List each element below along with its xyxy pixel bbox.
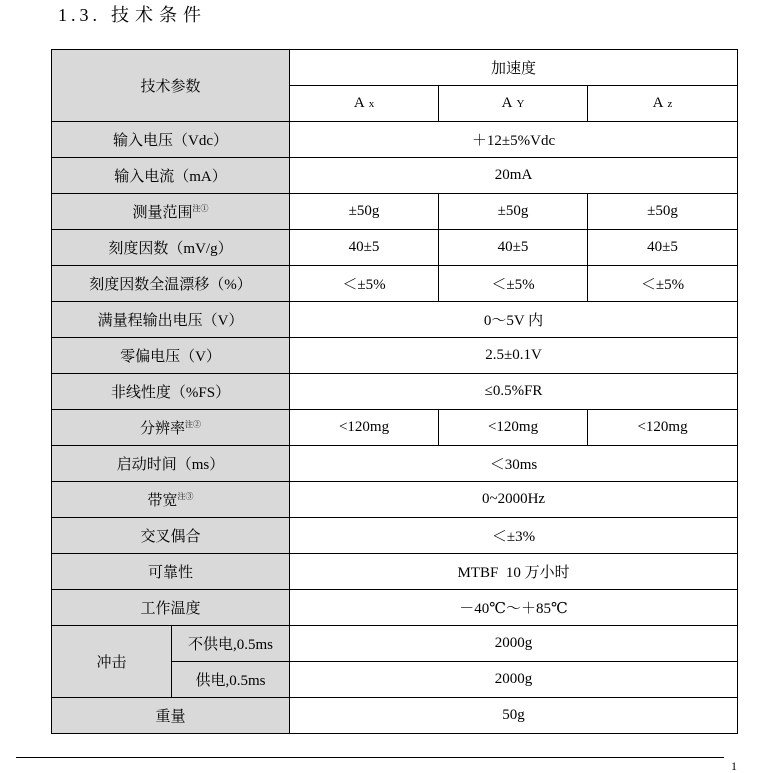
value-text: ±50g — [647, 203, 678, 219]
value-text: ＜±3% — [491, 529, 536, 545]
spec-row — [52, 482, 738, 518]
param-label: 带宽 — [147, 493, 178, 509]
section-title: 技术条件 — [111, 5, 207, 25]
axis-label-sub: z — [667, 98, 673, 110]
value-cell — [588, 230, 738, 266]
value-text: ±50g — [497, 203, 529, 219]
shock-sub-label-cell — [172, 626, 290, 662]
value-text: －40℃～＋85℃ — [459, 601, 568, 617]
axis-label-sub: Y — [516, 98, 525, 110]
param-label-cell — [52, 374, 290, 410]
value-text: ＜±5% — [491, 277, 535, 293]
group-header-label: 加速度 — [491, 61, 537, 77]
spec-row — [52, 158, 738, 194]
shock-label-cell — [52, 626, 172, 698]
group-header-cell — [290, 50, 738, 86]
value-text: 20mA — [494, 167, 533, 183]
header-row — [52, 50, 738, 86]
value-text: 2000g — [494, 635, 533, 651]
param-label-cell — [52, 122, 290, 158]
value-cell — [588, 266, 738, 302]
spec-row-shock — [52, 626, 738, 662]
value-cell — [588, 194, 738, 230]
value-text: 0～5V 内 — [483, 313, 544, 329]
value-text: ＜30ms — [489, 457, 538, 473]
value-text: <120mg — [637, 419, 688, 435]
param-label: 交叉偶合 — [140, 529, 201, 545]
param-label: 输入电压（Vdc） — [113, 133, 228, 149]
value-cell — [290, 662, 738, 698]
param-label-cell — [52, 194, 290, 230]
section-number: 1.3. — [58, 5, 101, 25]
param-label-cell — [52, 158, 290, 194]
page-number: 1 — [731, 759, 737, 773]
spec-row — [52, 230, 738, 266]
value-text: ±50g — [348, 203, 380, 219]
value-text: 40±5 — [348, 239, 380, 255]
param-label-cell — [52, 698, 290, 734]
footer-rule — [16, 757, 724, 758]
param-label: 启动时间（ms） — [116, 457, 225, 473]
value-text: <120mg — [487, 419, 539, 435]
axis-label-main: A — [353, 95, 365, 111]
value-cell — [290, 590, 738, 626]
axis-label-main: A — [501, 95, 513, 111]
shock-sub-label-cell — [172, 662, 290, 698]
value-text: ＋12±5%Vdc — [471, 133, 556, 149]
spec-row — [52, 518, 738, 554]
param-header-cell — [52, 50, 290, 122]
value-cell — [290, 122, 738, 158]
spec-table — [51, 49, 738, 734]
axis-header-cell — [588, 86, 738, 122]
spec-row — [52, 266, 738, 302]
value-text: ＜±5% — [640, 277, 685, 293]
value-text: 40±5 — [647, 239, 678, 255]
spec-row — [52, 338, 738, 374]
value-cell — [290, 518, 738, 554]
param-label: 可靠性 — [148, 565, 194, 581]
value-cell — [290, 698, 738, 734]
param-label-cell — [52, 338, 290, 374]
section-heading — [58, 3, 207, 27]
spec-row — [52, 446, 738, 482]
value-cell — [290, 554, 738, 590]
value-text: ＜±5% — [342, 277, 386, 293]
value-text: 50g — [502, 707, 525, 723]
param-label-cell — [52, 518, 290, 554]
param-label-cell — [52, 410, 290, 446]
spec-row — [52, 302, 738, 338]
param-label: 重量 — [155, 709, 186, 725]
value-cell — [290, 338, 738, 374]
param-label: 非线性度（%FS） — [110, 385, 231, 401]
param-label-cell — [52, 302, 290, 338]
value-text: <120mg — [338, 419, 390, 435]
value-cell — [290, 410, 439, 446]
param-label: 满量程输出电压（V） — [97, 313, 244, 329]
spec-row — [52, 590, 738, 626]
param-label: 刻度因数全温漂移（%） — [89, 277, 252, 293]
value-cell — [290, 266, 439, 302]
note-superscript: 注② — [185, 420, 202, 429]
axis-label-main: A — [652, 95, 664, 111]
spec-row — [52, 122, 738, 158]
spec-row — [52, 194, 738, 230]
value-text: 2000g — [494, 671, 533, 687]
axis-label-sub: x — [368, 98, 375, 110]
value-cell — [439, 410, 588, 446]
param-header-label: 技术参数 — [140, 79, 201, 95]
spec-row — [52, 410, 738, 446]
param-label-cell — [52, 446, 290, 482]
param-label: 零偏电压（V） — [120, 349, 221, 365]
value-cell — [290, 374, 738, 410]
value-cell — [290, 230, 439, 266]
value-cell — [290, 158, 738, 194]
param-label-cell — [52, 266, 290, 302]
param-label-cell — [52, 230, 290, 266]
value-cell — [439, 194, 588, 230]
value-cell — [290, 302, 738, 338]
param-label-cell — [52, 590, 290, 626]
param-label-cell — [52, 554, 290, 590]
value-text: ≤0.5%FR — [484, 383, 543, 399]
param-label: 分辨率 — [140, 421, 186, 437]
param-label-cell — [52, 482, 290, 518]
param-label: 测量范围 — [132, 205, 193, 221]
param-label: 工作温度 — [140, 601, 201, 617]
spec-row — [52, 554, 738, 590]
note-superscript: 注③ — [177, 492, 194, 501]
shock-sub-label: 供电,0.5ms — [195, 673, 266, 689]
shock-sub-label: 不供电,0.5ms — [188, 637, 274, 653]
value-text: 0~2000Hz — [481, 491, 546, 507]
value-text: 40±5 — [497, 239, 529, 255]
shock-label: 冲击 — [96, 655, 127, 671]
value-cell — [588, 410, 738, 446]
value-cell — [290, 482, 738, 518]
spec-row — [52, 374, 738, 410]
value-cell — [439, 266, 588, 302]
value-text: MTBF 10 万小时 — [457, 565, 570, 581]
axis-header-cell — [439, 86, 588, 122]
value-cell — [290, 194, 439, 230]
axis-header-cell — [290, 86, 439, 122]
param-label: 输入电流（mA） — [114, 169, 227, 185]
value-cell — [439, 230, 588, 266]
value-cell — [290, 626, 738, 662]
spec-row — [52, 698, 738, 734]
param-label: 刻度因数（mV/g） — [108, 241, 233, 257]
value-cell — [290, 446, 738, 482]
note-superscript: 注① — [192, 204, 209, 213]
value-text: 2.5±0.1V — [485, 347, 542, 363]
